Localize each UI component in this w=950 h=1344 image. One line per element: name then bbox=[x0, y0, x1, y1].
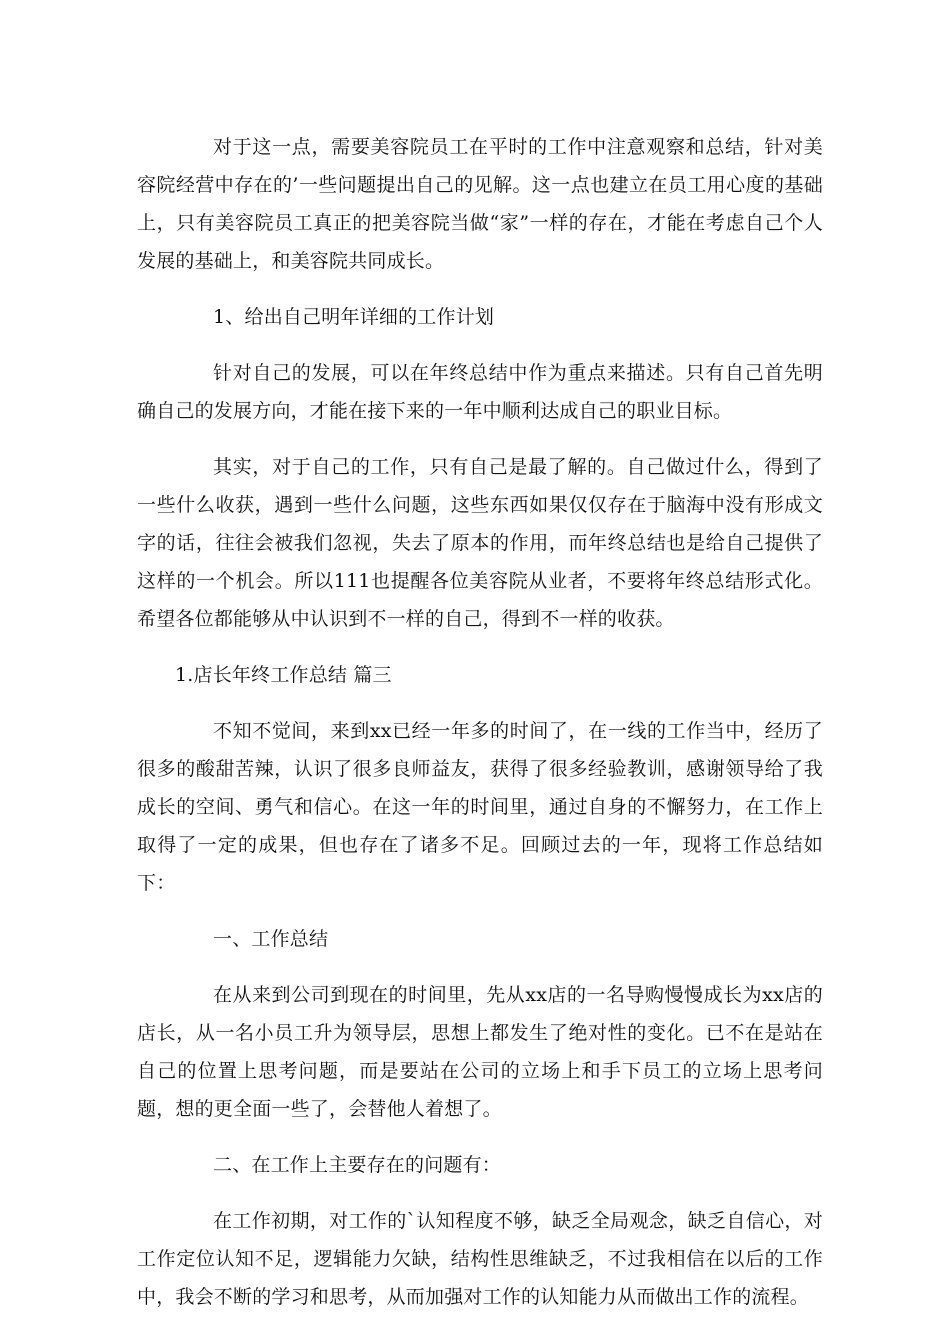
paragraph: 在工作初期，对工作的`认知程度不够，缺乏全局观念，缺乏自信心，对工作定位认知不足，逻辑能力欠缺，结构性思维缺乏，不过我相信在以后的工作中，我会不断的学习和思考，从而加强对工作的认知能力从而做出工作的流程。 bbox=[137, 1210, 823, 1308]
document-body bbox=[137, 128, 823, 1334]
article-title: 1.店长年终工作总结 篇三 bbox=[175, 664, 392, 686]
paragraph: 其实，对于自己的工作，只有自己是最了解的。自己做过什么，得到了一些什么收获，遇到一些什么问题，这些东西如果仅仅存在于脑海中没有形成文字的话，往往会被我们忽视，失去了原本的作用，而年终总结也是给自己提供了这样的一个机会。所以111也提醒各位美容院从业者，不要将年终总结形式化。希望各位都能够从中认识到不一样的自己，得到不一样的收获。 bbox=[137, 456, 823, 630]
paragraph: 针对自己的发展，可以在年终总结中作为重点来描述。只有自己首先明确自己的发展方向，才能在接下来的一年中顺利达成自己的职业目标。 bbox=[137, 362, 823, 422]
paragraph: 在从来到公司到现在的时间里，先从xx店的一名导购慢慢成长为xx店的店长，从一名小员工升为领导层，思想上都发生了绝对性的变化。已不在是站在自己的位置上思考问题，而是要站在公司的立场上和手下员工的立场上思考问题，想的更全面一些了，会替他人着想了。 bbox=[137, 984, 823, 1120]
paragraph: 不知不觉间，来到xx已经一年多的时间了，在一线的工作当中，经历了很多的酸甜苦辣，认识了很多良师益友，获得了很多经验教训，感谢领导给了我成长的空间、勇气和信心。在这一年的时间里，通过自身的不懈努力，在工作上取得了一定的成果，但也存在了诸多不足。回顾过去的一年，现将工作总结如下： bbox=[137, 720, 823, 894]
section-heading: 1、给出自己明年详细的工作计划 bbox=[213, 306, 495, 328]
section-heading: 二、在工作上主要存在的问题有： bbox=[213, 1154, 502, 1176]
section-heading: 一、工作总结 bbox=[213, 928, 329, 950]
paragraph: 对于这一点，需要美容院员工在平时的工作中注意观察和总结，针对美容院经营中存在的’一些问题提出自己的见解。这一点也建立在员工用心度的基础上，只有美容院员工真正的把美容院当做“家”一样的存在，才能在考虑自己个人发展的基础上，和美容院共同成长。 bbox=[137, 136, 823, 272]
